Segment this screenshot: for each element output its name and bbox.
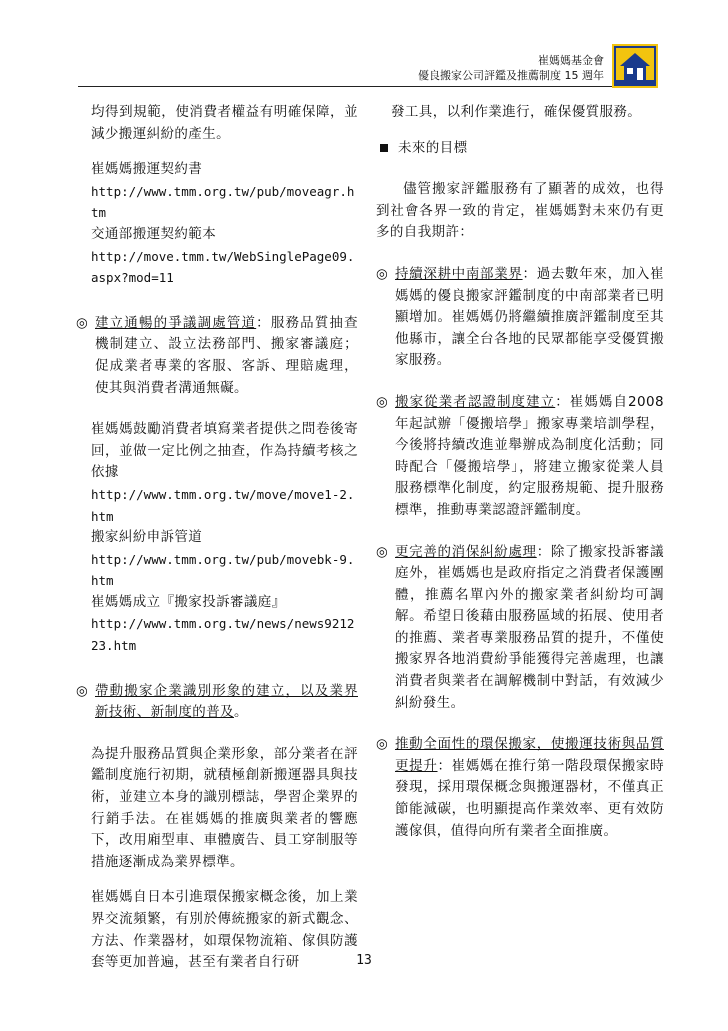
bullet-mark: ◎ — [376, 265, 389, 282]
link-url[interactable]: http://www.tmm.org.tw/news/news921223.htm — [91, 616, 355, 654]
item-text: ：除了搬家投訴審議庭外，崔媽媽也是政府指定之消費者保護團體，推薦名單內外的搬家業者糾紛均可調解。希望日後藉由服務區域的拓展、使用者的推薦、業者專業服務品質的提升，不僅使搬家界各地消費紛爭能獲得完善處理，也讓消費者與業者在調解機制中對話，有效減少糾紛發生。 — [395, 543, 664, 711]
link-label: 崔媽媽搬運契約書 — [91, 161, 203, 178]
page-header — [0, 0, 728, 90]
left-paragraph-4: 崔媽媽自日本引進環保搬家概念後，加上業界交流頻繁，有別於傳統搬家的新式觀念、方法、作業器材，如環保物流箱、傢俱防護套等更加普遍，甚至有業者自行研 — [91, 889, 358, 971]
contract-links — [76, 159, 358, 289]
left-paragraph-1: 均得到規範，使消費者權益有明確保障，並減少搬運糾紛的產生。 — [91, 104, 358, 142]
bullet-mark: ◎ — [376, 736, 389, 753]
link-label: 交通部搬運契約範本 — [91, 225, 217, 242]
left-paragraph-3: 為提升服務品質與企業形象，部分業者在評鑑制度施行初期，就積極創新搬運器具與技術，並建立本身的識別標誌，學習企業界的行銷手法。在崔媽媽的推廣與業者的響應下，改用廂型車、車體廣告、員工穿制服等措施逐漸成為業界標準。 — [91, 745, 358, 870]
list-item-consumer-protection — [376, 542, 664, 715]
left-column — [76, 102, 358, 974]
house-logo-icon — [612, 44, 658, 88]
right-intro: 儘管搬家評鑑服務有了顯著的成效，也得到社會各界一致的肯定，崔媽媽對未來仍有更多的自我期許： — [376, 181, 664, 241]
list-item-dispute — [76, 313, 358, 399]
page-number: 13 — [356, 953, 372, 968]
list-item-certification — [376, 392, 664, 522]
bullet-mark: ◎ — [76, 314, 89, 331]
link-url[interactable]: http://move.tmm.tw/WebSinglePage09.aspx?mod=11 — [91, 248, 355, 286]
item-text: ：崔媽媽在推行第一階段環保搬家時發現，採用環保概念與搬運器材，不僅真正節能減碳，也明顯提高作業效率、更有效防護傢俱，值得向所有業者全面推廣。 — [395, 757, 664, 839]
link-url[interactable]: http://www.tmm.org.tw/pub/movebk-9.htm — [91, 551, 355, 589]
right-paragraph-1: 發工具，以利作業進行，確保優質服務。 — [391, 104, 642, 120]
item-text: ：崔媽媽自2008年起試辦「優搬培學」搬家專業培訓學程，今後將持續改進並舉辦成為制度化活動；同時配合「優搬培學」，將建立搬家從業人員服務標準化制度，約定服務規範、提升服務標準，推動專業認證評鑑制度。 — [395, 393, 664, 518]
item-title: 推動全面性的環保搬家，使搬運技術與品質更提升 — [395, 736, 664, 774]
square-bullet-icon — [380, 144, 388, 152]
item-text: 。 — [234, 704, 248, 721]
item-text: ：過去數年來，加入崔媽媽的優良搬家評鑑制度的中南部業者已明顯增加。崔媽媽仍將繼續推廣評鑑制度至其他縣市，讓全台各地的民眾都能享受優質搬家服務。 — [395, 265, 664, 369]
bullet-mark: ◎ — [376, 393, 389, 410]
right-column — [376, 102, 664, 842]
section-heading — [376, 138, 664, 160]
link-label: 搬家糾紛申訴管道 — [91, 529, 203, 546]
list-item-south — [376, 264, 664, 372]
item-title: 持續深耕中南部業界 — [395, 265, 523, 282]
link-url[interactable]: http://www.tmm.org.tw/pub/moveagr.htm — [91, 183, 355, 221]
survey-links — [76, 484, 358, 657]
heading-text: 未來的目標 — [398, 139, 468, 156]
item-title: 更完善的消保糾紛處理 — [395, 543, 537, 560]
header-org: 崔媽媽基金會 — [538, 54, 604, 67]
item-title: 帶動搬家企業識別形象的建立，以及業界新技術、新制度的普及 — [95, 682, 358, 721]
list-item-identity — [76, 681, 358, 724]
link-label: 崔媽媽成立『搬家投訴審議庭』 — [91, 593, 286, 610]
list-item-eco-moving — [376, 734, 664, 842]
left-paragraph-2: 崔媽媽鼓勵消費者填寫業者提供之問卷後寄回，並做一定比例之抽查，作為持續考核之依據 — [91, 421, 358, 481]
item-title: 建立通暢的爭議調處管道 — [95, 314, 257, 331]
bullet-mark: ◎ — [376, 543, 389, 560]
bullet-mark: ◎ — [76, 682, 89, 699]
header-subtitle: 優良搬家公司評鑑及推薦制度 15 週年 — [418, 69, 604, 82]
item-text: ：服務品質抽查機制建立、設立法務部門、搬家審議庭；促成業者專業的客服、客訴、理賠處理，使其與消費者溝通無礙。 — [95, 314, 358, 396]
link-url[interactable]: http://www.tmm.org.tw/move/move1-2.htm — [91, 486, 355, 524]
item-title: 搬家從業者認證制度建立 — [395, 393, 556, 410]
header-rule — [78, 86, 613, 87]
